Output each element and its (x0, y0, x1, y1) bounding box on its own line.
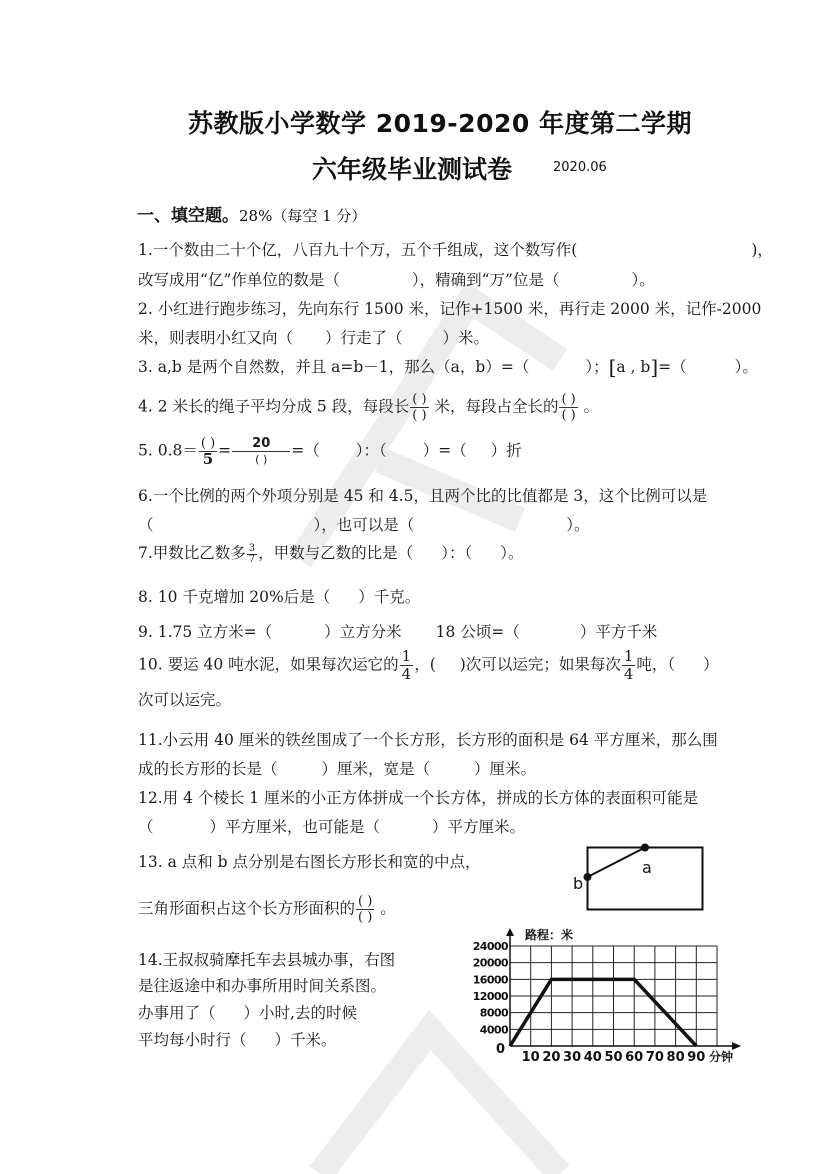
question-2-line-1: 2. 小红进行跑步练习，先向东行 1500 米，记作+1500 米，再行走 2000 米，记作-2000 (138, 300, 762, 318)
exam-date: 2020.06 (553, 160, 607, 175)
frac-num: ( ) (200, 436, 216, 451)
triangle-hypotenuse (588, 848, 646, 878)
q2-text-c: ）米。 (442, 329, 490, 347)
frac-den: ( ) (412, 408, 427, 423)
question-13-line-2 (138, 894, 396, 925)
question-10-line-2: 次可以运完。 (138, 691, 232, 709)
q10-text-a: 10. 要运 40 吨水泥，如果每次运它的 (138, 655, 399, 674)
q5-text-e: ）折 (490, 441, 522, 460)
question-14-line-3 (138, 1001, 357, 1023)
frac-den: 4 (401, 665, 412, 683)
question-13-line-1: 13. a 点和 b 点分别是右图长方形长和宽的中点， (138, 853, 481, 871)
q4-fraction-1[interactable] (410, 392, 428, 423)
frac-den: ( ) (561, 408, 576, 423)
question-1-line-2 (138, 268, 655, 290)
svg-text:12000: 12000 (472, 990, 508, 1003)
q2-text-a: 米，则表明小红又向（ (138, 329, 294, 347)
svg-text:24000: 24000 (472, 940, 508, 953)
question-14-line-4 (138, 1028, 337, 1050)
frac-den: 7 (248, 553, 256, 565)
q5-fraction-1[interactable] (199, 436, 217, 467)
question-6-line-1: 6.一个比例的两个外项分别是 45 和 4.5，且两个比的比值都是 3，这个比例可以是 (138, 487, 708, 505)
question-9 (138, 620, 657, 642)
frac-num: ( ) (412, 392, 427, 407)
question-4 (138, 392, 599, 423)
x-axis-label: 分钟 (709, 1050, 734, 1064)
svg-text:10: 10 (521, 1050, 540, 1065)
q10-fraction-2 (622, 648, 636, 683)
q13-fraction[interactable] (356, 894, 374, 925)
point-a (641, 844, 649, 852)
point-b (584, 873, 592, 881)
frac-num: 1 (401, 647, 412, 665)
q10-text-b: ，( (414, 655, 436, 674)
question-12-line-2 (138, 815, 525, 837)
frac-num: 3 (248, 542, 256, 554)
question-6-line-2 (138, 513, 590, 535)
svg-text:20000: 20000 (472, 956, 508, 970)
y-axis-label: 路程：米 (525, 928, 574, 942)
question-3 (138, 355, 758, 379)
q5-text-a: 5. 0.8＝ (138, 441, 198, 460)
question-1-line-1 (138, 238, 773, 260)
question-7 (138, 541, 523, 565)
svg-text:20: 20 (542, 1050, 561, 1065)
svg-text:70: 70 (645, 1050, 664, 1065)
section-label: 一、填空题。 (137, 206, 239, 226)
q7-text-a: 7.甲数比乙数多 (138, 544, 246, 562)
lcm-open-bracket: [ (608, 355, 617, 379)
q3-text-a: 3. a,b 是两个自然数，并且 a=b－1，那么（a，b）=（ (138, 358, 530, 376)
origin-label: 0 (496, 1042, 506, 1057)
svg-text:50: 50 (604, 1050, 623, 1065)
frac-num: 1 (623, 647, 634, 665)
q11-text-b: ）厘米，宽是（ (321, 760, 431, 778)
frac-den: ( ) (358, 910, 373, 925)
frac-num: ( ) (358, 894, 373, 909)
question-11-line-1: 11.小云用 40 厘米的铁丝围成了一个长方形，长方形的面积是 64 平方厘米，那么围 (138, 731, 718, 749)
question-10-line-1 (138, 648, 719, 683)
q8-text-b: ）千克。 (358, 588, 421, 606)
q1-text: 1.一个数由二十个亿，八百九十个万，五个千组成，这个数写作( (138, 241, 578, 259)
q6-text-b: ），也可以是（ (313, 516, 415, 534)
q5-eq: = (218, 441, 232, 460)
question-14-line-2: 是往返途中和办事所用时间关系图。 (138, 977, 387, 995)
q14-text-b: ）小时,去的时候 (243, 1004, 357, 1022)
svg-text:16000: 16000 (472, 973, 508, 987)
question-14-line-1: 14.王叔叔骑摩托车去县城办事，右图 (138, 951, 396, 969)
q14-text-d: ）千米。 (274, 1031, 337, 1049)
frac-num: ( ) (561, 392, 576, 407)
q3-text-d: ）。 (734, 358, 758, 376)
q6-text-a: （ (138, 516, 154, 534)
q1-close: )， (751, 241, 773, 259)
q9-text-b: ）立方分米 (324, 623, 402, 641)
q6-text-c: ）。 (566, 516, 590, 534)
q3-text-b: ）； (585, 358, 609, 376)
svg-text:8000: 8000 (479, 1006, 508, 1020)
svg-text:80: 80 (666, 1050, 685, 1065)
svg-text:40: 40 (583, 1050, 602, 1065)
frac-den: 4 (623, 665, 634, 683)
question-12-line-1: 12.用 4 个棱长 1 厘米的小正方体拼成一个长方体，拼成的长方体的表面积可能是 (138, 789, 699, 807)
lcm-close-bracket: ] (650, 355, 659, 379)
q12-text-c: ）平方厘米。 (432, 818, 526, 836)
q7-text-d: ）。 (500, 544, 524, 562)
q7-fraction (247, 544, 257, 565)
section-heading-fill-blank (137, 201, 366, 226)
q2-text-b: ）行走了（ (325, 329, 403, 347)
question-5 (138, 436, 522, 467)
question-11-line-2 (138, 757, 536, 779)
q3-text-c: =（ (658, 358, 687, 376)
q8-text-a: 8. 10 千克增加 20%后是（ (138, 588, 331, 606)
question-2-line-2 (138, 326, 489, 348)
page-title: 苏教版小学数学 2019-2020 年度第二学期 (188, 109, 692, 138)
q9-text-a: 9. 1.75 立方米=（ (138, 623, 273, 641)
q1-text-c: ）。 (631, 271, 655, 289)
q11-text-c: ）厘米。 (474, 760, 537, 778)
q10-text-c: )次可以运完；如果每次 (459, 655, 621, 674)
q1-text-b: ），精确到“万”位是（ (411, 271, 560, 289)
q11-text-a: 成的长方形的长是（ (138, 760, 278, 778)
q4-text-a: 4. 2 米长的绳子平均分成 5 段，每段长 (138, 397, 410, 416)
frac-den: 5 (202, 450, 214, 468)
q9-text-d: ）平方千米 (579, 623, 658, 641)
q10-text-e: ） (703, 655, 719, 674)
q12-text-a: （ (138, 818, 154, 836)
frac-den: ( ) (255, 453, 268, 466)
q14-text-a: 办事用了（ (138, 1004, 216, 1022)
svg-text:30: 30 (563, 1050, 582, 1065)
svg-text:4000: 4000 (479, 1023, 508, 1037)
q4-text-b: 米，每段占全长的 (429, 397, 559, 416)
label-a: a (642, 858, 652, 877)
page-subtitle: 六年级毕业测试卷 (312, 155, 513, 184)
rectangle-outline (588, 848, 703, 910)
q1-text-a: 改写成用“亿”作单位的数是（ (138, 271, 340, 289)
q4-fraction-2[interactable] (559, 392, 577, 423)
q5-fraction-2[interactable] (232, 436, 290, 467)
q13-text-a: 三角形面积占这个长方形面积的 (138, 899, 356, 918)
svg-text:60: 60 (625, 1050, 644, 1065)
question-8 (138, 585, 420, 607)
q13-text-b: 。 (375, 899, 396, 918)
section-score: 28%（每空 1 分） (239, 207, 367, 225)
q4-text-c: 。 (578, 397, 600, 416)
q9-text-c: 18 公顷=（ (435, 623, 520, 641)
q5-text-c: ）：（ (355, 441, 387, 460)
rectangle-figure (570, 840, 720, 915)
q7-text-c: ）：（ (441, 544, 473, 562)
q10-fraction-1 (400, 648, 414, 683)
q12-text-b: ）平方厘米，也可能是（ (209, 818, 381, 836)
frac-num: 20 (232, 436, 290, 452)
q5-text-d: ）=（ (422, 441, 467, 460)
q5-text-b: =（ (291, 441, 320, 460)
label-b: b (573, 874, 584, 893)
distance-time-chart (465, 925, 750, 1065)
lcm-inner: a , b (616, 358, 651, 376)
q14-text-c: 平均每小时行（ (138, 1031, 247, 1049)
svg-text:90: 90 (687, 1050, 706, 1065)
q10-text-d: 吨，（ (636, 655, 676, 674)
q7-text-b: ，甲数与乙数的比是（ (258, 544, 414, 562)
